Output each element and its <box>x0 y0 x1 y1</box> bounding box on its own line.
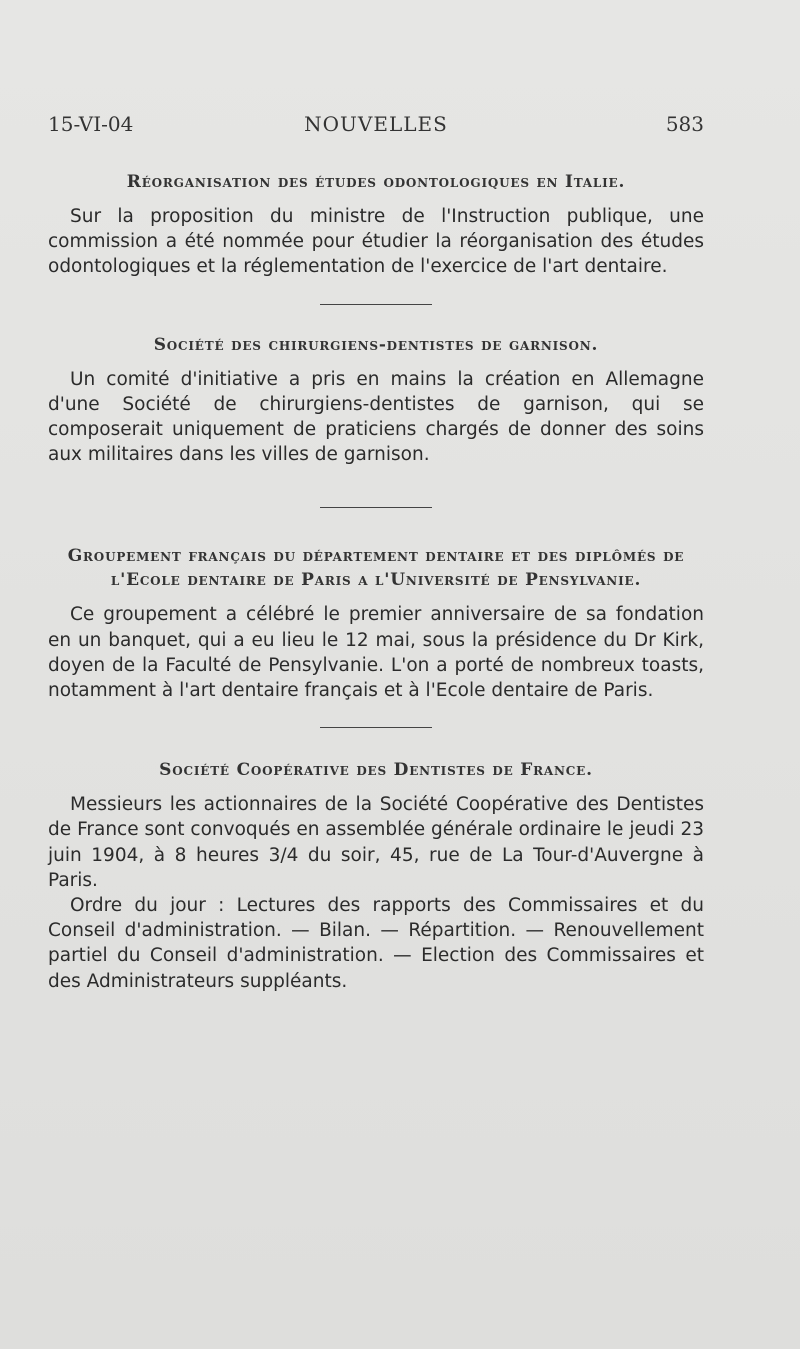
section-paragraph: Sur la proposition du ministre de l'Instruction publique, une commission a été nommée pour étudier la réorganisation des études odontologiques et la réglementation de l'exercice de l'art dentaire. <box>48 206 704 278</box>
section-paragraph: Un comité d'initiative a pris en mains la création en Allemagne d'une Société de chirurgiens-dentistes de garnison, qui se composerait uniquement de praticiens chargés de donner des soins aux militaires dans les villes de garnison. <box>48 368 704 466</box>
section-title: Société Coopérative des Dentistes de France. <box>159 760 593 781</box>
section-paragraph: Messieurs les actionnaires de la Société Coopérative des Dentistes de France sont convoqués en assemblée générale ordinaire le jeudi 23 juin 1904, à 8 heures 3/4 du soir, 45, rue de La Tour-d'Auvergne à Paris. <box>48 794 704 891</box>
section-title: Société des chirurgiens-dentistes de garnison. <box>153 334 599 355</box>
section-divider <box>320 507 432 508</box>
article-body <box>48 170 704 994</box>
running-header <box>48 112 704 144</box>
section-paragraph: Ce groupement a célébré le premier anniversaire de sa fondation en un banquet, qui a eu lieu le 12 mai, sous la présidence du Dr Kirk, doyen de la Faculté de Pensylvanie. L'on a porté de nombreux toasts, notamment à l'art dentaire français et à l'Ecole dentaire de Paris. <box>48 604 704 702</box>
header-title: NOUVELLES <box>304 112 448 136</box>
header-date: 15-VI-04 <box>48 112 134 136</box>
section-divider <box>320 304 432 305</box>
section-title: Réorganisation des études odontologiques en Italie. <box>126 172 626 192</box>
page-number: 583 <box>665 112 704 136</box>
section-divider <box>320 727 432 728</box>
section-title: Groupement français du département dentaire et des diplômés de l'Ecole dentaire de Paris a l'Université de Pensylvanie. <box>67 546 685 591</box>
section-paragraph: Ordre du jour : Lectures des rapports des Commissaires et du Conseil d'administration. — Bilan. — Répartition. — Renouvellement partiel du Conseil d'administration. — Election des Commissaires et des Administrateurs suppléants. <box>48 895 704 992</box>
